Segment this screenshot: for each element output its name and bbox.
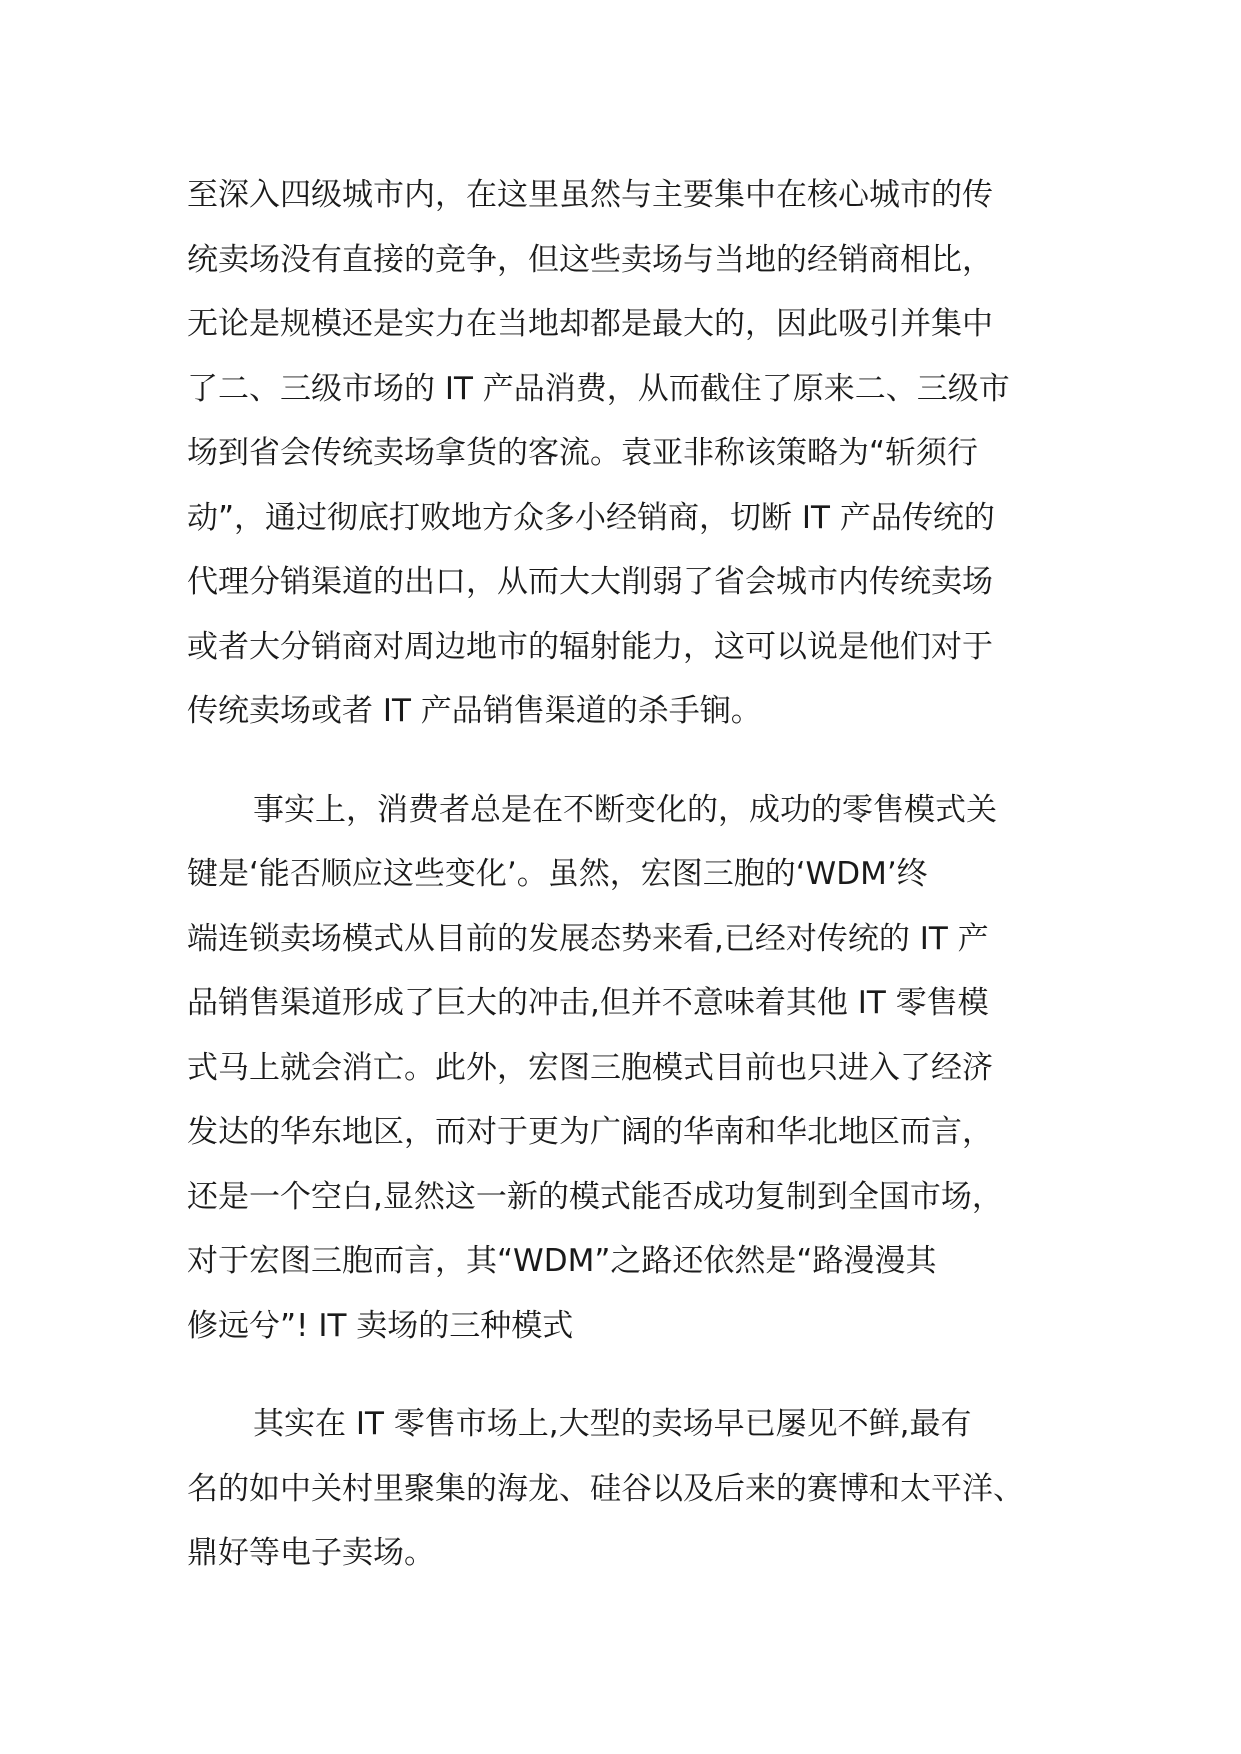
text-line: 式马上就会消亡。此外，宏图三胞模式目前也只进入了经济 <box>187 1049 993 1086</box>
text-line: 发达的华东地区，而对于更为广阔的华南和华北地区而言， <box>187 1114 993 1150</box>
text-line: 键是‘能否顺应这些变化’。虽然，宏图三胞的‘WDM’终 <box>187 856 928 892</box>
paragraph-1 <box>187 163 1057 744</box>
text-line: 其实在 IT 零售市场上,大型的卖场早已屡见不鲜,最有 <box>253 1406 972 1442</box>
paragraph-spacer <box>187 744 1057 778</box>
text-line: 无论是规模还是实力在当地却都是最大的，因此吸引并集中 <box>187 306 993 342</box>
paragraph-3 <box>187 1392 1057 1586</box>
text-line: 代理分销渠道的出口，从而大大削弱了省会城市内传统卖场 <box>187 564 993 600</box>
text-line: 对于宏图三胞而言，其“WDM”之路还依然是“路漫漫其 <box>187 1243 937 1279</box>
paragraph-2 <box>187 778 1057 1359</box>
text-line: 鼎好等电子卖场。 <box>187 1535 435 1571</box>
text-line: 传统卖场或者 IT 产品销售渠道的杀手锏。 <box>187 693 762 729</box>
text-line: 统卖场没有直接的竞争，但这些卖场与当地的经销商相比， <box>187 241 993 278</box>
text-line: 还是一个空白,显然这一新的模式能否成功复制到全国市场， <box>187 1178 1003 1215</box>
paragraph-spacer <box>187 1358 1057 1392</box>
text-line: 事实上，消费者总是在不断变化的，成功的零售模式关 <box>253 791 997 828</box>
text-line: 名的如中关村里聚集的海龙、硅谷以及后来的赛博和太平洋、 <box>187 1470 1024 1507</box>
text-line: 端连锁卖场模式从目前的发展态势来看,已经对传统的 IT 产 <box>187 920 989 957</box>
text-line: 修远兮”! IT 卖场的三种模式 <box>187 1307 574 1344</box>
document-body <box>187 163 1057 1586</box>
text-line: 或者大分销商对周边地市的辐射能力，这可以说是他们对于 <box>187 628 993 665</box>
text-line: 至深入四级城市内，在这里虽然与主要集中在核心城市的传 <box>187 177 993 213</box>
text-line: 了二、三级市场的 IT 产品消费，从而截住了原来二、三级市 <box>187 370 1010 407</box>
text-line: 场到省会传统卖场拿货的客流。袁亚非称该策略为“斩须行 <box>187 435 979 471</box>
text-line: 品销售渠道形成了巨大的冲击,但并不意味着其他 IT 零售模 <box>187 985 989 1021</box>
text-line: 动”，通过彻底打败地方众多小经销商，切断 IT 产品传统的 <box>187 499 995 536</box>
